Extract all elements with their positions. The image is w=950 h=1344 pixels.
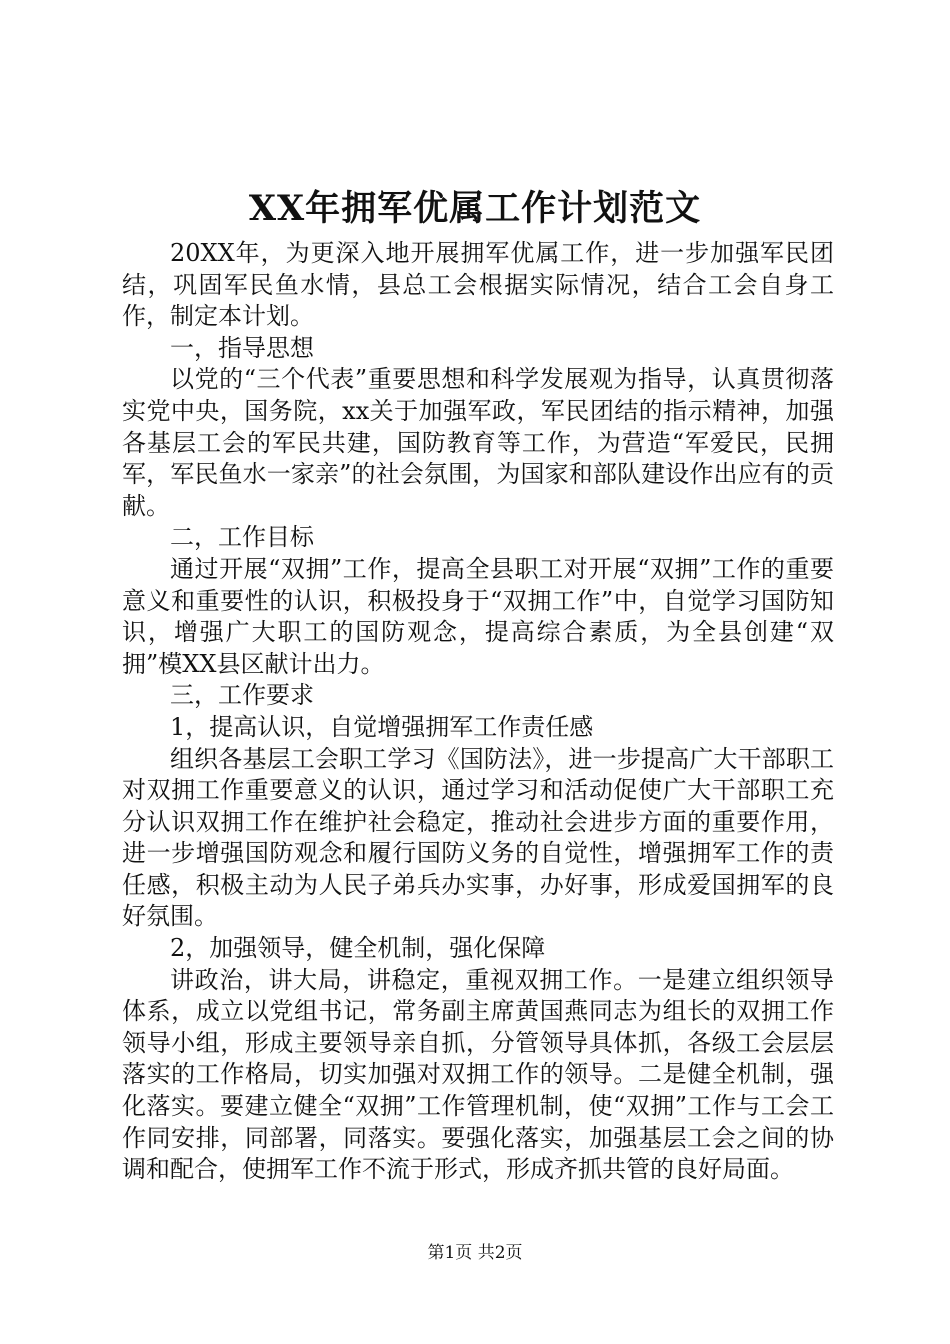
paragraph-guiding-ideology: 以党的“三个代表”重要思想和科学发展观为指导，认真贯彻落实党中央，国务院，xx关于加强军政，军民团结的指示精神，加强各基层工会的军民共建，国防教育等工作，为营造“军爱民，民拥军，军民鱼水一家亲”的社会氛围，为国家和部队建设作出应有的贡献。 bbox=[122, 365, 834, 520]
heading-work-requirements: 三，工作要求 bbox=[170, 681, 314, 710]
document-title: XX年拥军优属工作计划范文 bbox=[248, 188, 702, 229]
heading-guiding-ideology: 一，指导思想 bbox=[170, 333, 314, 362]
subheading-raise-awareness: 1，提高认识，自觉增强拥军工作责任感 bbox=[170, 712, 594, 741]
paragraph-raise-awareness: 组织各基层工会职工学习《国防法》，进一步提高广大干部职工对双拥工作重要意义的认识，通过学习和活动促使广大干部职工充分认识双拥工作在维护社会稳定，推动社会进步方面的重要作用，进一步增强国防观念和履行国防义务的自觉性，增强拥军工作的责任感，积极主动为人民子弟兵办实事，办好事，形成爱国拥军的良好氛围。 bbox=[122, 744, 834, 931]
page-footer bbox=[0, 1241, 950, 1265]
subheading-strengthen-leadership: 2，加强领导，健全机制，强化保障 bbox=[170, 934, 546, 963]
heading-work-goals: 二，工作目标 bbox=[170, 523, 314, 552]
paragraph-intro: 20XX年，为更深入地开展拥军优属工作，进一步加强军民团结，巩固军民鱼水情，县总工会根据实际情况，结合工会自身工作，制定本计划。 bbox=[122, 239, 834, 331]
paragraph-work-goals: 通过开展“双拥”工作，提高全县职工对开展“双拥”工作的重要意义和重要性的认识，积极投身于“双拥工作”中，自觉学习国防知识，增强广大职工的国防观念，提高综合素质，为全县创建“双拥”模XX县区献计出力。 bbox=[122, 554, 834, 678]
paragraph-strengthen-leadership: 讲政治，讲大局，讲稳定，重视双拥工作。一是建立组织领导体系，成立以党组书记，常务副主席黄国燕同志为组长的双拥工作领导小组，形成主要领导亲自抓，分管领导具体抓，各级工会层层落实的工作格局，切实加强对双拥工作的领导。二是健全机制，强化落实。要建立健全“双拥”工作管理机制，使“双拥”工作与工会工作同安排，同部署，同落实。要强化落实，加强基层工会之间的协调和配合，使拥军工作不流于形式，形成齐抓共管的良好局面。 bbox=[122, 965, 834, 1184]
document-body bbox=[122, 238, 834, 1186]
page-indicator: 第1页 共2页 bbox=[427, 1243, 523, 1263]
